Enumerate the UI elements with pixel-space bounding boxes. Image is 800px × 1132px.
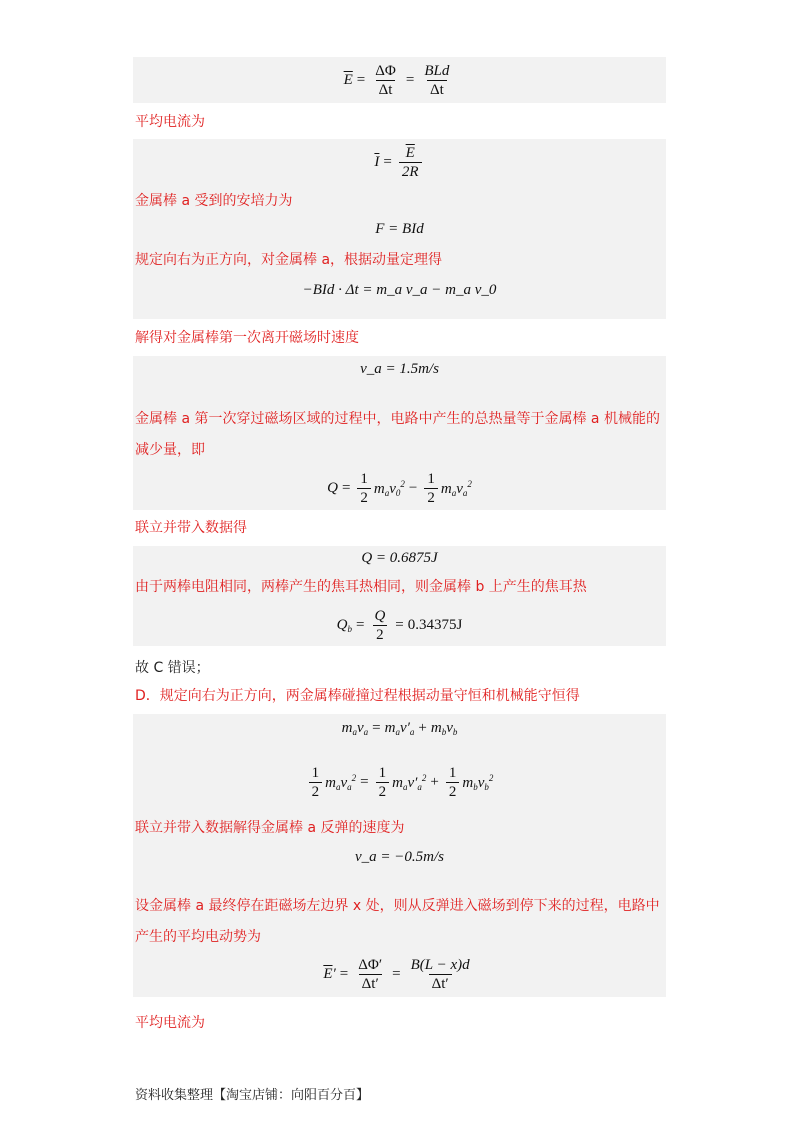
text-line: 减少量，即 <box>135 442 205 458</box>
numerator: $\overline{E}$ <box>405 144 415 161</box>
fraction: $\frac{1}{2}$ <box>309 764 323 801</box>
fraction: $\frac{Q}{2}$ <box>374 607 386 643</box>
denominator: 2R <box>399 162 422 181</box>
emf-symbol: $\overline{E}$ <box>343 71 353 88</box>
page-footer: 资料收集整理【淘宝店铺：向阳百分百】 <box>135 1088 370 1103</box>
denominator: Δt <box>427 80 447 99</box>
avg-current-equation: $\overline{I}$ = $\frac{\overline{E}}{2R}$ <box>133 142 666 182</box>
avg-emf-rebound-equation: $\overline{E}'$ = $\frac{\Delta\Phi'}{\Delta t'}$ = $\frac{B(L - x)d}{\Delta t'}$ <box>133 954 666 994</box>
equation-value: 0.34375J <box>407 616 463 633</box>
fraction <box>421 62 452 99</box>
fraction: $\frac{1}{2}$ <box>424 470 438 507</box>
text-line: 解得对金属棒第一次离开磁场时速度 <box>135 330 359 346</box>
text-line: 由于两棒电阻相同，两棒产生的焦耳热相同，则金属棒 b 上产生的焦耳热 <box>135 579 587 595</box>
heat-b-equation: $Q_b$ = $\frac{Q}{2}$ = 0.34375J <box>336 607 463 643</box>
equation-text: Q = 0.6875J <box>361 549 438 566</box>
fraction <box>372 62 399 99</box>
text-line: D．规定向右为正方向，两金属棒碰撞过程根据动量守恒和机械能守恒得 <box>135 688 580 704</box>
text-line: 金属棒 a 受到的安培力为 <box>135 193 293 209</box>
avg-emf-equation: $\overline{E}$ = $\frac{\Delta\Phi}{\Delta t}$ = $\frac{\text{BLd}}{\Delta t}$ <box>133 60 666 100</box>
rebound-speed-equation <box>133 845 666 869</box>
denominator: Δt′ <box>359 974 382 993</box>
ampere-force-equation <box>133 217 666 241</box>
numerator: BLd <box>424 62 450 79</box>
fraction: $\frac{1}{2}$ <box>357 470 371 507</box>
current-symbol: $\overline{I}$ <box>374 153 380 170</box>
text-line: 产生的平均电动势为 <box>135 929 261 945</box>
numerator: B(L − x)d <box>410 956 470 973</box>
heat-value-equation <box>133 547 666 569</box>
denominator: Δt <box>376 80 396 99</box>
equation-text: v_a = −0.5m/s <box>355 848 444 865</box>
numerator: ΔΦ′ <box>358 956 383 973</box>
text-line: 平均电流为 <box>135 114 205 130</box>
fraction: $\frac{1}{2}$ <box>376 764 390 801</box>
text-line: 金属棒 a 第一次穿过磁场区域的过程中，电路中产生的总热量等于金属棒 a 机械能的 <box>135 411 660 427</box>
fraction: $\frac{1}{2}$ <box>446 764 460 801</box>
momentum-equation <box>133 278 666 302</box>
equation-text: v_a = 1.5m/s <box>360 360 439 377</box>
text-line: 联立并带入数据解得金属棒 a 反弹的速度为 <box>135 820 405 836</box>
momentum-conservation-equation: $m_av_a$ = $m_av'_a$ + $m_bv_b$ <box>341 719 458 737</box>
text-line: 规定向右为正方向，对金属棒 a，根据动量定理得 <box>135 252 443 268</box>
heat-equation: Q = $\frac{1}{2}$ $m_av_0^2$ − $\frac{1}{2}$ $m_av_a^2$ <box>327 470 472 506</box>
fraction <box>408 956 473 993</box>
text-line: 故 C 错误； <box>135 660 210 676</box>
speed-equation <box>133 357 666 381</box>
text-line: 联立并带入数据得 <box>135 520 247 536</box>
energy-conservation-equation: $\frac{1}{2}$ $m_av_a^2$ = $\frac{1}{2}$ $m_av'_a^2$ + $\frac{1}{2}$ $m_bv_b^2$ <box>133 762 666 802</box>
numerator: ΔΦ <box>375 62 396 79</box>
fraction <box>355 956 385 993</box>
text-line: 设金属棒 a 最终停在距磁场左边界 x 处，则从反弹进入磁场到停下来的过程，电路中 <box>135 898 660 914</box>
text-line: 平均电流为 <box>135 1015 205 1031</box>
equation-text: −BId · Δt = m_a v_a − m_a v_0 <box>302 281 497 298</box>
fraction <box>399 144 422 181</box>
denominator: Δt′ <box>429 974 452 993</box>
equation-text: F = BId <box>375 220 424 237</box>
